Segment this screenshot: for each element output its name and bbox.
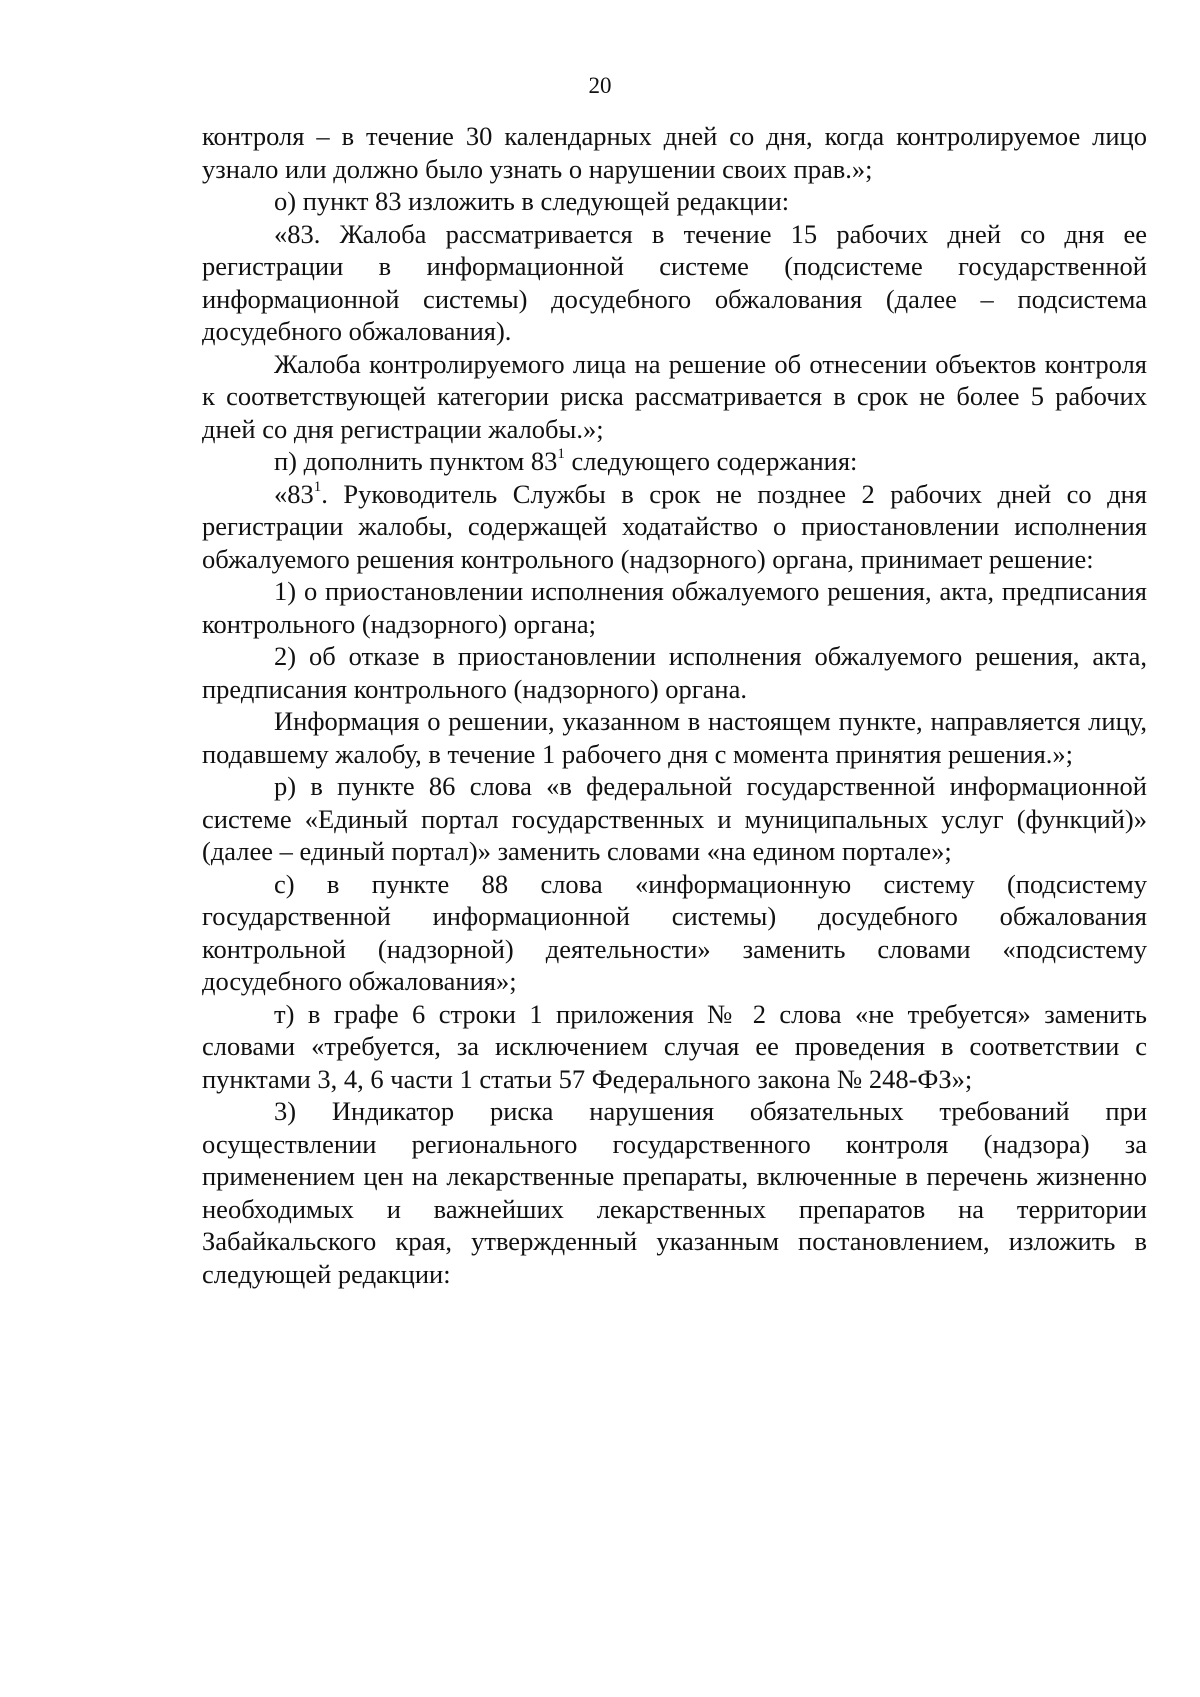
paragraph-item-p-before: п) дополнить пунктом 83 — [274, 446, 558, 476]
document-body — [202, 120, 1147, 1290]
superscript: 1 — [313, 478, 322, 495]
paragraph-continuation: контроля – в течение 30 календарных дней со дня, когда контролируемое лицо узнало или должно было узнать о нарушении своих прав.»; — [202, 121, 1147, 184]
paragraph-information: Информация о решении, указанном в настоящем пункте, направляется лицу, подавшему жалобу, в течение 1 рабочего дня с момента принятия решения.»; — [202, 706, 1147, 769]
paragraph-item-s: с) в пункте 88 слова «информационную систему (подсистему государственной информационной системы) досудебного обжалования контрольной (надзорной) деятельности» заменить словами «подсистему досудебного обжалования»; — [202, 868, 1147, 996]
paragraph-clause-83-1-before: «83 — [274, 478, 314, 509]
paragraph-item-p-after: следующего содержания: — [564, 446, 858, 476]
paragraph-item-3: 3) Индикатор риска нарушения обязательных требований при осуществлении регионального государственного контроля (надзора) за применением цен на лекарственные препараты, включенные в перечень жизненно необходимых и важнейших лекарственных препаратов на территории Забайкальского края, утвержденный указанным постановлением, изложить в следующей редакции: — [202, 1096, 1147, 1289]
paragraph-complaint-risk: Жалоба контролируемого лица на решение об отнесении объектов контроля к соответствующей категории риска рассматривается в срок не более 5 рабочих дней со дня регистрации жалобы.»; — [202, 348, 1147, 444]
paragraph-item-r: р) в пункте 86 слова «в федеральной государственной информационной системе «Единый портал государственных и муниципальных услуг (функций)» (далее – единый портал)» заменить словами «на едином портале»; — [202, 771, 1147, 866]
paragraph-item-p — [202, 445, 1147, 478]
paragraph-subitem-1: 1) о приостановлении исполнения обжалуемого решения, акта, предписания контрольного (надзорного) органа; — [202, 576, 1147, 639]
paragraph-clause-83: «83. Жалоба рассматривается в течение 15 рабочих дней со дня ее регистрации в информационной системе (подсистеме государственной информационной системы) досудебного обжалования (далее – подсистема досудебного обжалования). — [202, 218, 1147, 346]
superscript: 1 — [557, 446, 565, 463]
paragraph-item-t: т) в графе 6 строки 1 приложения № 2 слова «не требуется» заменить словами «требуется, за исключением случая ее проведения в соответствии с пунктами 3, 4, 6 части 1 статьи 57 Федерального закона № 248-ФЗ»; — [202, 998, 1147, 1094]
paragraph-item-o: о) пункт 83 изложить в следующей редакции: — [274, 186, 790, 216]
page-number: 20 — [588, 73, 612, 98]
paragraph-subitem-2: 2) об отказе в приостановлении исполнения обжалуемого решения, акта, предписания контрольного (надзорного) органа. — [202, 641, 1147, 704]
paragraph-clause-83-1-after: . Руководитель Службы в срок не позднее 2 рабочих дней со дня регистрации жалобы, содержащей ходатайство о приостановлении исполнения обжалуемого решения контрольного (надзорного) органа, принимает решение: — [202, 478, 1147, 574]
paragraph-clause-83-1 — [202, 478, 1147, 576]
